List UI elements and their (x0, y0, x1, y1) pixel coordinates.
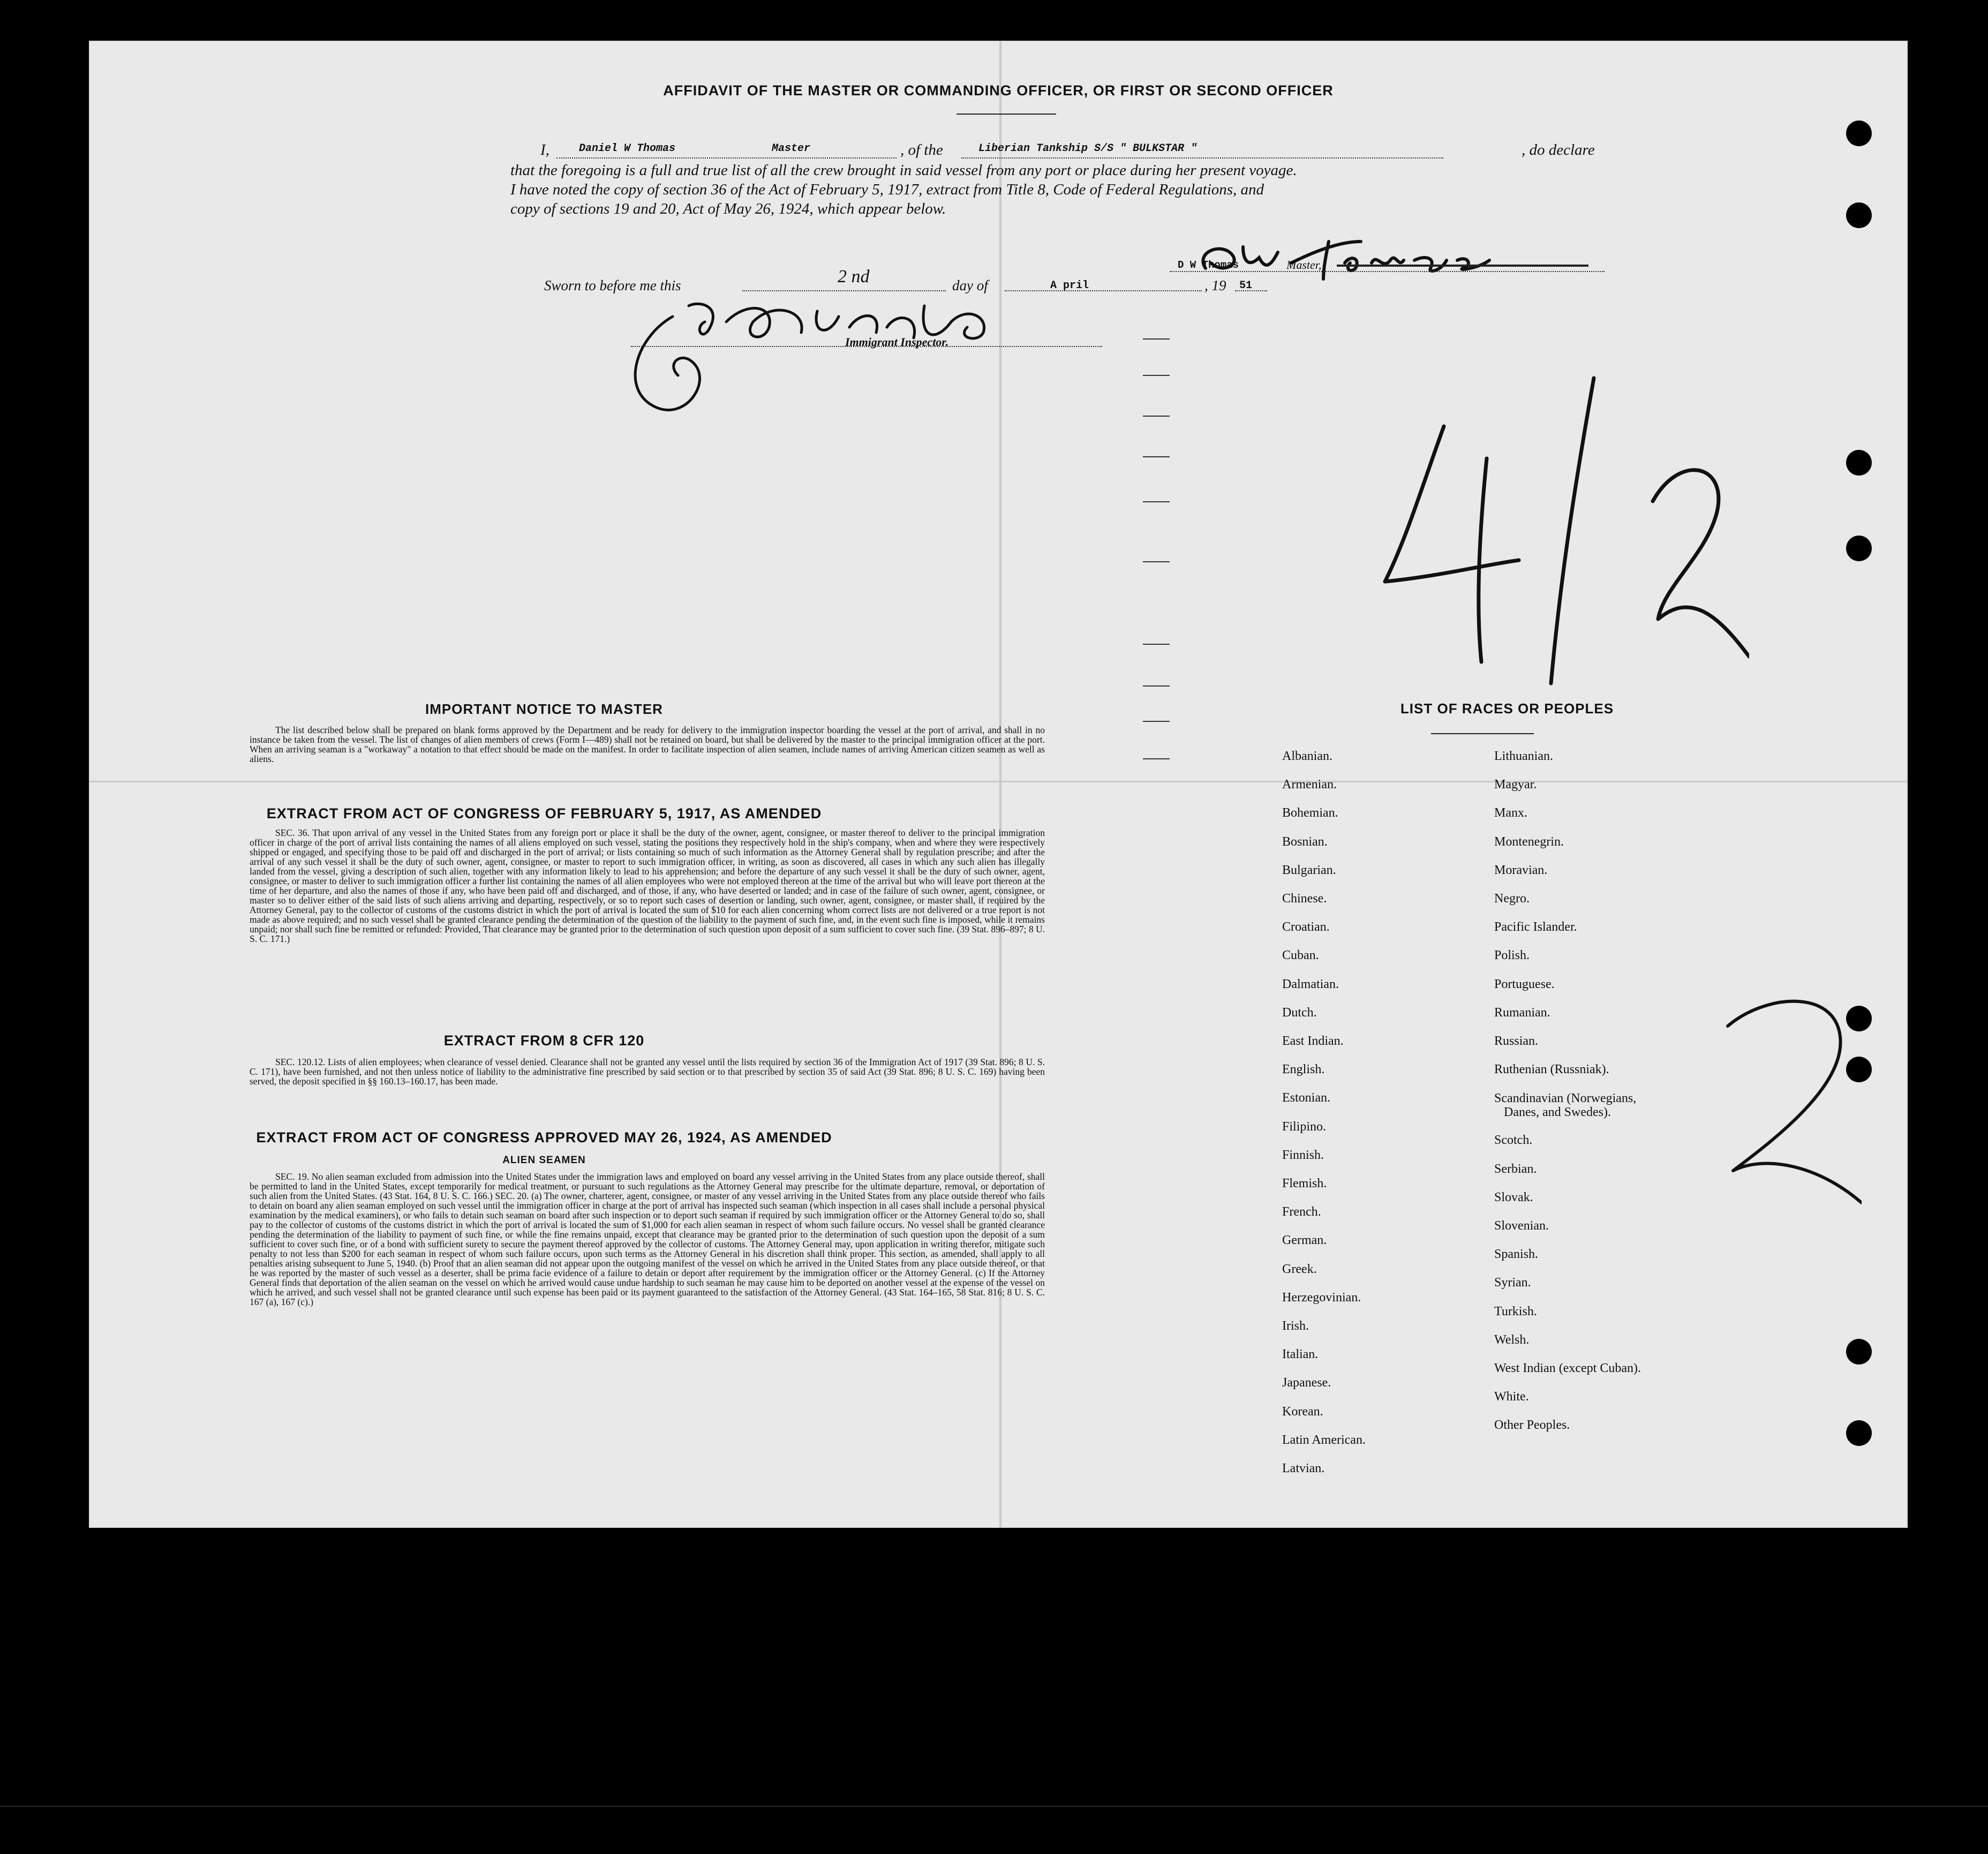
day-of-label: day of (952, 277, 988, 293)
tick-mark (1143, 685, 1170, 687)
race-item: Lithuanian. (1494, 749, 1553, 763)
race-item: Dalmatian. (1282, 977, 1339, 991)
punch-hole (1846, 1057, 1872, 1082)
tick-mark (1143, 456, 1170, 457)
race-item: Manx. (1494, 806, 1527, 820)
affidavit-line3: I have noted the copy of section 36 of the Act of February 5, 1917, extract from Title 8, Code of Federal Regulations, and (510, 181, 1264, 198)
race-item: Spanish. (1494, 1247, 1539, 1262)
race-item: Scotch. (1494, 1133, 1533, 1148)
race-item: Korean. (1282, 1404, 1323, 1419)
year-underline (1235, 274, 1267, 291)
scan-edge-line (0, 1806, 1988, 1807)
race-item: Turkish. (1494, 1304, 1537, 1318)
races-heading-rule (1431, 733, 1534, 734)
inspector-signature (614, 284, 1042, 424)
master-name-field: Daniel W Thomas (579, 142, 676, 155)
handwritten-page-mark (1342, 362, 1749, 694)
affidavit-heading: AFFIDAVIT OF THE MASTER OR COMMANDING OFFICER, OR FIRST OR SECOND OFFICER (663, 82, 1334, 99)
races-left-column (1282, 742, 1366, 1483)
month-field: A pril (1050, 280, 1089, 292)
notice-heading: IMPORTANT NOTICE TO MASTER (425, 701, 663, 717)
inspector-label: Immigrant Inspector. (845, 335, 949, 349)
year-field: 51 (1239, 280, 1253, 292)
punch-hole (1846, 536, 1872, 561)
race-item: Welsh. (1494, 1332, 1530, 1347)
extract-1917-heading: EXTRACT FROM ACT OF CONGRESS OF FEBRUARY 5, 1917, AS AMENDED (266, 805, 822, 822)
race-item: Chinese. (1282, 892, 1327, 906)
extract-1924-heading: EXTRACT FROM ACT OF CONGRESS APPROVED MAY 26, 1924, AS AMENDED (256, 1129, 832, 1145)
race-item: Russian. (1494, 1034, 1539, 1049)
race-item: Albanian. (1282, 749, 1332, 763)
race-item: Japanese. (1282, 1376, 1331, 1390)
affidavit-line1 (540, 141, 1606, 163)
document-page (89, 41, 1908, 1528)
extract-1924-subheading: ALIEN SEAMEN (502, 1155, 586, 1166)
punch-hole (1846, 450, 1872, 476)
heading-rule (957, 114, 1056, 115)
affidavit-i: I, (540, 141, 549, 159)
tick-mark (1143, 416, 1170, 417)
race-item: East Indian. (1282, 1034, 1344, 1049)
year-prefix: , 19 (1204, 277, 1226, 293)
race-item: Irish. (1282, 1319, 1309, 1333)
race-item: Finnish. (1282, 1148, 1324, 1162)
tick-mark (1143, 644, 1170, 645)
punch-hole (1846, 1420, 1872, 1446)
race-item: English. (1282, 1062, 1325, 1077)
race-item: Filipino. (1282, 1119, 1327, 1134)
tick-mark (1143, 375, 1170, 376)
extract-1917-text: SEC. 36. That upon arrival of any vessel in the United States from any foreign port or place it shall be the duty of the owner, agent, consignee, or master thereof to deliver to the principal immigration officer in charge of the port of arrival lists containing the names of all aliens employed on such vessel, stating the positions they respectively hold in the ship's company, when and where they were respectively shipped or engaged, and specifying those to be paid off and discharged in the port of arrival; or lists containing so much of such information as the Attorney General shall by regulation prescribe; and after the arrival of any such vessel it shall be the duty of such owner, agent, consignee, or master to report to such immigration officer, in writing, as soon as discovered, all cases in which any such alien has illegally landed from the vessel, giving a description of such alien, together with any information likely to lead to his apprehension; and before the departure of any such vessel it shall be the duty of such owner, agent, consignee, or master to deliver to such immigration officer a further list containing the names of all alien employees who were not employed thereon at the time of the arrival but who will leave port thereon at the time of her departure, and also the names of those if any, who have been paid off and discharged, and of those, if any, who have deserted or landed; and in case of the failure of such owner, agent, consignee, or master so to deliver either of the said lists of such aliens arriving and departing, respectively, or so to report such cases of desertion or landing, such owner, agent, consignee, or master shall, if required by the Attorney General, pay to the collector of customs of the customs district in which the port of arrival is located the sum of $10 for each alien concerning whom correct lists are not delivered or a true report is not made as above required; and no such vessel shall be granted clearance pending the determination of the question of the liability to the payment of such fine, and, in the event such fine is imposed, while it remains unpaid; nor shall such fine be remitted or refunded: Provided, That clearance may be granted prior to the determination of such question upon deposit of a sum sufficient to cover such fine. (39 Stat. 896–897; 8 U. S. C. 171.) (250, 827, 1045, 944)
signer-typed-name: D W Thomas (1178, 259, 1239, 271)
race-item: Serbian. (1494, 1162, 1537, 1176)
race-item: West Indian (except Cuban). (1494, 1361, 1641, 1376)
tick-mark (1143, 561, 1170, 562)
race-item: Magyar. (1494, 778, 1537, 792)
race-item: Bosnian. (1282, 834, 1328, 849)
punch-hole (1846, 202, 1872, 228)
race-item: Pacific Islander. (1494, 920, 1577, 934)
race-item: Croatian. (1282, 920, 1330, 934)
tick-mark (1143, 501, 1170, 502)
ship-name-field: Liberian Tankship S/S " BULKSTAR " (978, 142, 1198, 155)
punch-hole (1846, 120, 1872, 146)
race-item: Rumanian. (1494, 1005, 1550, 1020)
race-item: Latvian. (1282, 1461, 1325, 1476)
race-item: Greek. (1282, 1262, 1317, 1276)
rank-field: Master (772, 142, 811, 155)
race-item: Syrian. (1494, 1276, 1531, 1290)
race-item: Danes, and Swedes). (1504, 1105, 1611, 1120)
punch-hole (1846, 1339, 1872, 1365)
races-heading: LIST OF RACES OR PEOPLES (1400, 700, 1614, 717)
race-item: Dutch. (1282, 1005, 1317, 1020)
race-item: Ruthenian (Russniak). (1494, 1062, 1609, 1077)
race-item: Moravian. (1494, 863, 1548, 877)
race-item: Polish. (1494, 948, 1530, 963)
extract-1924-text: SEC. 19. No alien seaman excluded from admission into the United States under the immigration laws and employed on board any vessel arriving in the United States from any place outside thereof, shall be permitted to land in the United States, except temporarily for medical treatment, or pursuant to such regulations as the Attorney General may prescribe for the ultimate departure, removal, or deportation of such alien from the United States. (43 Stat. 164, 8 U. S. C. 166.) SEC. 20. (a) The owner, charterer, agent, consignee, or master of any vessel arriving in the United States from any place outside thereof who fails to detain on board any alien seaman employed on such vessel until the immigration officer in charge at the port of arrival has inspected such seaman (which inspection in all cases shall include a personal physical examination by the medical examiners), or who fails to detain such seaman on board after such inspection or to deport such seaman if required by such immigration officer or the Attorney General to do so, shall pay to the collector of customs of the customs district in which the port of arrival is located the sum of $1,000 for each alien seaman in respect of whom such failure occurs. No vessel shall be granted clearance pending the determination of the liability to payment of such fine, or while the fine remains unpaid, except that clearance may be granted prior to the determination of such question upon the deposit of a sum sufficient to cover such fine, or of a bond with sufficient surety to secure the payment thereof approved by the collector of customs. The Attorney General may, upon application in writing therefor, mitigate such penalty to not less than $200 for each seaman in respect of whom such failure occurs, upon such terms as the Attorney General in his discretion shall think proper. This section, as amended, shall apply to all penalties arising subsequent to June 5, 1940. (b) Proof that an alien seaman did not appear upon the outgoing manifest of the vessel on which he arrived in the United States from any place outside thereof, or that he was reported by the master of such vessel as a deserter, shall be prima facie evidence of a failure to detain or deport after requirement by the immigration officer or the Attorney General. (c) If the Attorney General finds that deportation of the alien seaman on the vessel on which he arrived would cause undue hardship to such seaman he may cause him to be deported on another vessel at the expense of the vessel on which he arrived, and such vessel shall not be granted clearance until such expense has been paid or its payment guaranteed to the satisfaction of the Attorney General. (43 Stat. 164–165, 58 Stat. 816; 8 U. S. C. 167 (a), 167 (c).) (250, 1171, 1045, 1307)
punch-hole (1846, 1006, 1872, 1031)
race-item: Bulgarian. (1282, 863, 1336, 877)
race-item: Portuguese. (1494, 977, 1555, 991)
affidavit-line2: that the foregoing is a full and true list of all the crew brought in said vessel from any port or place during her present voyage. (510, 162, 1297, 179)
race-item: Scandinavian (Norwegians, (1494, 1091, 1637, 1106)
extract-8cfr-text: SEC. 120.12. Lists of alien employees; when clearance of vessel denied. Clearance shall not be granted any vessel until the lists required by section 36 of the Immigration Act of 1917 (39 Stat. 896; 8 U. S. C. 171), have been furnished, and not then unless notice of liability to the administrative fine prescribed by said section or to that prescribed by section 35 of said Act (39 Stat. 896; 8 U. S. C. 169) having been served, the deposit specified in §§ 160.13–160.17, has been made. (250, 1057, 1045, 1087)
tick-mark (1143, 758, 1170, 759)
race-item: Estonian. (1282, 1091, 1330, 1105)
race-item: Armenian. (1282, 778, 1337, 792)
race-item: Bohemian. (1282, 806, 1338, 820)
notice-text: The list described below shall be prepared on blank forms approved by the Department and be ready for delivery to the immigration inspector boarding the vessel at the port of arrival, and shall in no instance be taken from the vessel. The list of changes of alien members of crews (Form I—489) shall not be retained on board, but shall be delivered by the master to the principal immigration officer at the port. When an arriving seaman is a "workaway" a notation to that effect should be made on the manifest. In order to facilitate inspection of alien seamen, include names of arriving American citizen seamen as well as aliens. (250, 725, 1045, 764)
extract-8cfr-heading: EXTRACT FROM 8 CFR 120 (443, 1032, 645, 1049)
race-item: Flemish. (1282, 1177, 1327, 1191)
race-item: Montenegrin. (1494, 834, 1564, 849)
day-handwritten: 2 nd (838, 267, 870, 287)
tick-mark (1143, 721, 1170, 722)
do-declare-label: , do declare (1522, 141, 1595, 159)
race-item: Herzegovinian. (1282, 1290, 1361, 1305)
race-item: Negro. (1494, 892, 1530, 906)
signer-title-struck (1337, 265, 1588, 267)
race-item: Cuban. (1282, 948, 1319, 963)
race-item: Latin American. (1282, 1433, 1366, 1447)
race-item: French. (1282, 1205, 1321, 1219)
handwritten-corner-mark (1605, 978, 1862, 1214)
race-item: German. (1282, 1233, 1327, 1248)
race-item: White. (1494, 1390, 1529, 1404)
signer-title: Master, (1286, 258, 1322, 272)
race-item: Slovak. (1494, 1190, 1533, 1204)
race-item: Italian. (1282, 1347, 1319, 1362)
of-the-label: , of the (900, 141, 943, 159)
race-item: Other Peoples. (1494, 1418, 1570, 1433)
tick-mark (1143, 338, 1170, 340)
sworn-label: Sworn to before me this (544, 277, 681, 293)
race-item: Slovenian. (1494, 1219, 1549, 1233)
affidavit-line4: copy of sections 19 and 20, Act of May 26, 1924, which appear below. (510, 200, 946, 217)
